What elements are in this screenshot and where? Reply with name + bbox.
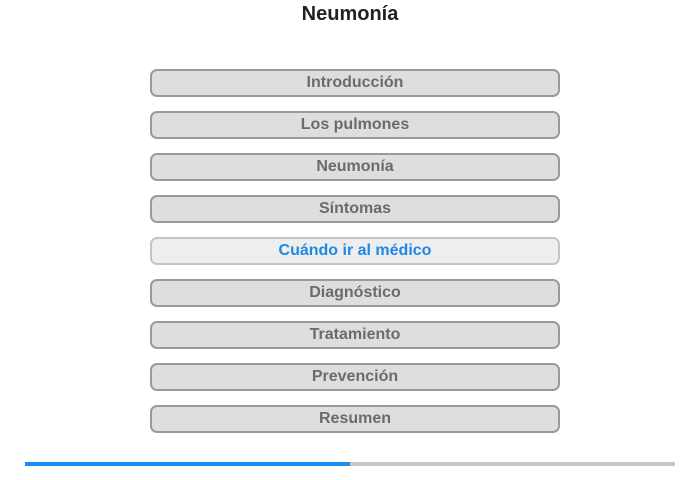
- menu-item-tratamiento[interactable]: Tratamiento: [150, 321, 560, 349]
- menu-item-los-pulmones[interactable]: Los pulmones: [150, 111, 560, 139]
- menu-item-introduccion[interactable]: Introducción: [150, 69, 560, 97]
- menu-item-diagnostico[interactable]: Diagnóstico: [150, 279, 560, 307]
- menu-item-resumen[interactable]: Resumen: [150, 405, 560, 433]
- menu-item-sintomas[interactable]: Síntomas: [150, 195, 560, 223]
- progress-bar: [25, 462, 675, 466]
- chapter-menu: [150, 69, 560, 447]
- menu-item-cuando-ir-al-medico[interactable]: Cuándo ir al médico: [150, 237, 560, 265]
- menu-item-neumonia[interactable]: Neumonía: [150, 153, 560, 181]
- progress-fill: [25, 462, 350, 466]
- menu-item-prevencion[interactable]: Prevención: [150, 363, 560, 391]
- page-title: Neumonía: [301, 3, 399, 25]
